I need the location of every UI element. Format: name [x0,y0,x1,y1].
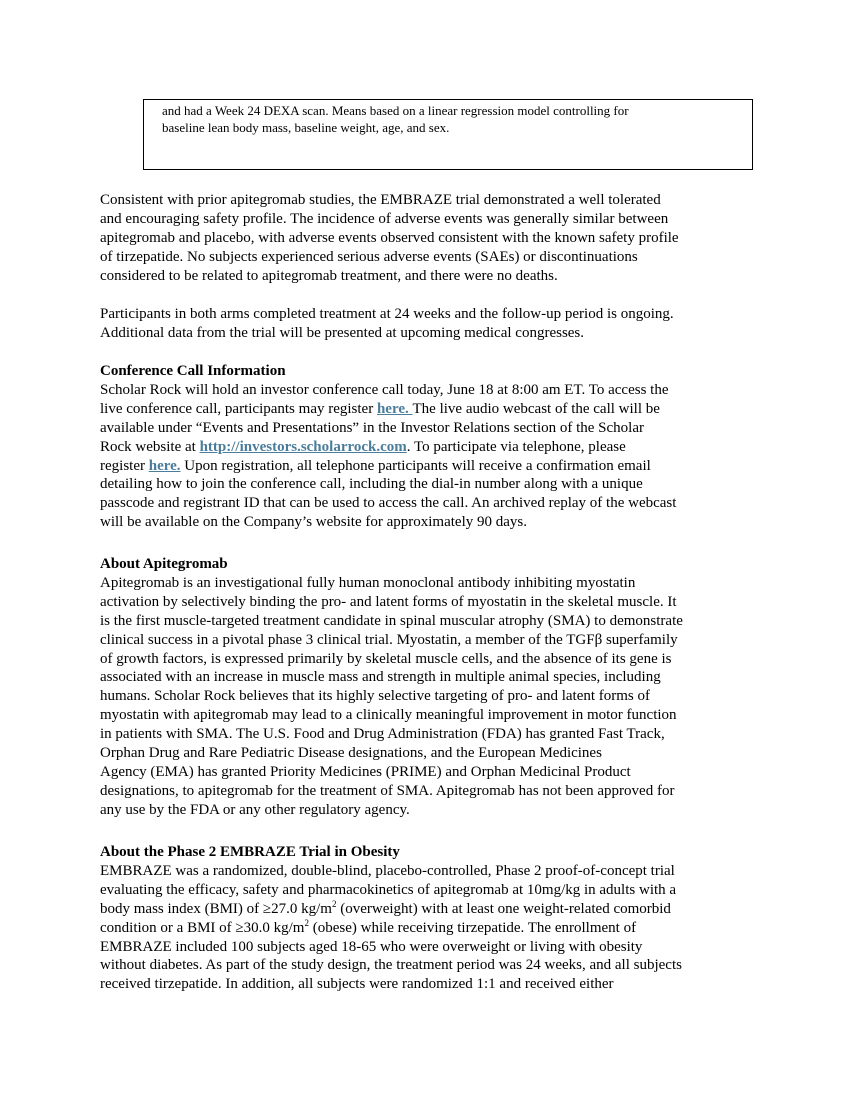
safety-line: Consistent with prior apitegromab studies, the EMBRAZE trial demonstrated a well tolerated [100,192,661,208]
embraze-line: without diabetes. As part of the study design, the treatment period was 24 weeks, and all subjects [100,957,682,974]
apitegromab-line: humans. Scholar Rock believes that its highly selective targeting of pro- and latent forms of [100,688,651,705]
conference-text: live conference call, participants may register [100,400,377,417]
safety-line: of tirzepatide. No subjects experienced serious adverse events (SAEs) or discontinuations [100,248,638,265]
apitegromab-line: clinical success in a pivotal phase 3 clinical trial. Myostatin, a member of the TGFβ superfamily [100,631,678,648]
safety-line: considered to be related to apitegromab treatment, and there were no deaths. [100,267,558,284]
conference-line: Scholar Rock will hold an investor conference call today, June 18 at 8:00 am ET. To access the [100,381,669,398]
embraze-line [100,900,750,919]
superscript: 2 [304,917,309,928]
conference-line [100,457,750,476]
embraze-text: body mass index (BMI) of ≥27.0 kg/m [100,900,332,917]
apitegromab-line: Orphan Drug and Rare Pediatric Disease designations, and the European Medicines [100,745,602,762]
embraze-text: (overweight) with at least one weight-related comorbid [336,900,671,917]
embraze-text: (obese) while receiving tirzepatide. The enrollment of [308,919,637,936]
safety-line: apitegromab and placebo, with adverse events observed consistent with the known safety profile [100,229,679,246]
apitegromab-line: is the first muscle-targeted treatment candidate in spinal muscular atrophy (SMA) to demonstrate [100,612,683,629]
conference-text: register [100,457,149,474]
register-telephone-link[interactable]: here. [148,457,181,474]
conference-text: Upon registration, all telephone participants will receive a confirmation email [180,457,651,474]
conference-line: detailing how to join the conference call, including the dial-in number along with a unique [100,476,643,493]
embraze-text: condition or a BMI of ≥30.0 kg/m [100,919,305,936]
apitegromab-line: activation by selectively binding the pro- and latent forms of myostatin in the skeletal muscle. It [100,593,677,610]
apitegromab-line: Apitegromab is an investigational fully human monoclonal antibody inhibiting myostatin [100,574,636,591]
completion-line: Additional data from the trial will be presented at upcoming medical congresses. [100,324,585,341]
superscript: 2 [331,898,337,909]
conference-call-section [100,362,750,532]
conference-text: The live audio webcast of the call will be [412,400,660,417]
about-apitegromab-heading: About Apitegromab [100,556,228,572]
conference-text: . To participate via telephone, please [406,438,626,455]
investor-relations-link[interactable]: http://investors.scholarrock.com [199,438,407,455]
embraze-line: received tirzepatide. In addition, all subjects were randomized 1:1 and received either [100,976,614,993]
completion-paragraph [100,305,750,343]
embraze-line [100,919,750,938]
conference-call-heading: Conference Call Information [100,363,286,379]
footnote-line: baseline lean body mass, baseline weight, age, and sex. [162,119,450,135]
about-embraze-section [100,843,750,994]
footnote-line: and had a Week 24 DEXA scan. Means based on a linear regression model controlling for [162,103,629,118]
apitegromab-line: any use by the FDA or any other regulatory agency. [100,801,410,818]
conference-text: Rock website at [100,438,200,455]
about-embraze-heading: About the Phase 2 EMBRAZE Trial in Obesity [100,844,400,860]
apitegromab-line: associated with an increase in muscle mass and strength in multiple animal species, including [100,669,661,686]
apitegromab-line: Agency (EMA) has granted Priority Medicines (PRIME) and Orphan Medicinal Product [100,763,631,780]
footnote-box [143,99,753,170]
completion-line: Participants in both arms completed treatment at 24 weeks and the follow-up period is ongoing. [100,306,674,322]
conference-line [100,438,750,457]
conference-line: passcode and registrant ID that can be used to access the call. An archived replay of the webcast [100,495,677,512]
embraze-line: EMBRAZE included 100 subjects aged 18-65 who were overweight or living with obesity [100,938,643,955]
apitegromab-line: myostatin with apitegromab may lead to a clinically meaningful improvement in motor function [100,707,677,724]
conference-line: will be available on the Company’s website for approximately 90 days. [100,514,527,531]
embraze-line: evaluating the efficacy, safety and pharmacokinetics of apitegromab at 10mg/kg in adults with a [100,881,677,898]
apitegromab-line: in patients with SMA. The U.S. Food and Drug Administration (FDA) has granted Fast Track, [100,726,665,743]
safety-paragraph [100,191,750,286]
conference-line: available under “Events and Presentations” in the Investor Relations section of the Scholar [100,419,645,436]
safety-line: and encouraging safety profile. The incidence of adverse events was generally similar between [100,210,669,227]
register-webcast-link[interactable]: here. [376,400,413,417]
conference-line [100,400,750,419]
embraze-line: EMBRAZE was a randomized, double-blind, placebo-controlled, Phase 2 proof-of-concept trial [100,862,675,879]
about-apitegromab-section [100,555,750,820]
apitegromab-line: designations, to apitegromab for the treatment of SMA. Apitegromab has not been approved for [100,782,675,799]
apitegromab-line: of growth factors, is expressed primarily by skeletal muscle cells, and the absence of its gene is [100,650,672,667]
